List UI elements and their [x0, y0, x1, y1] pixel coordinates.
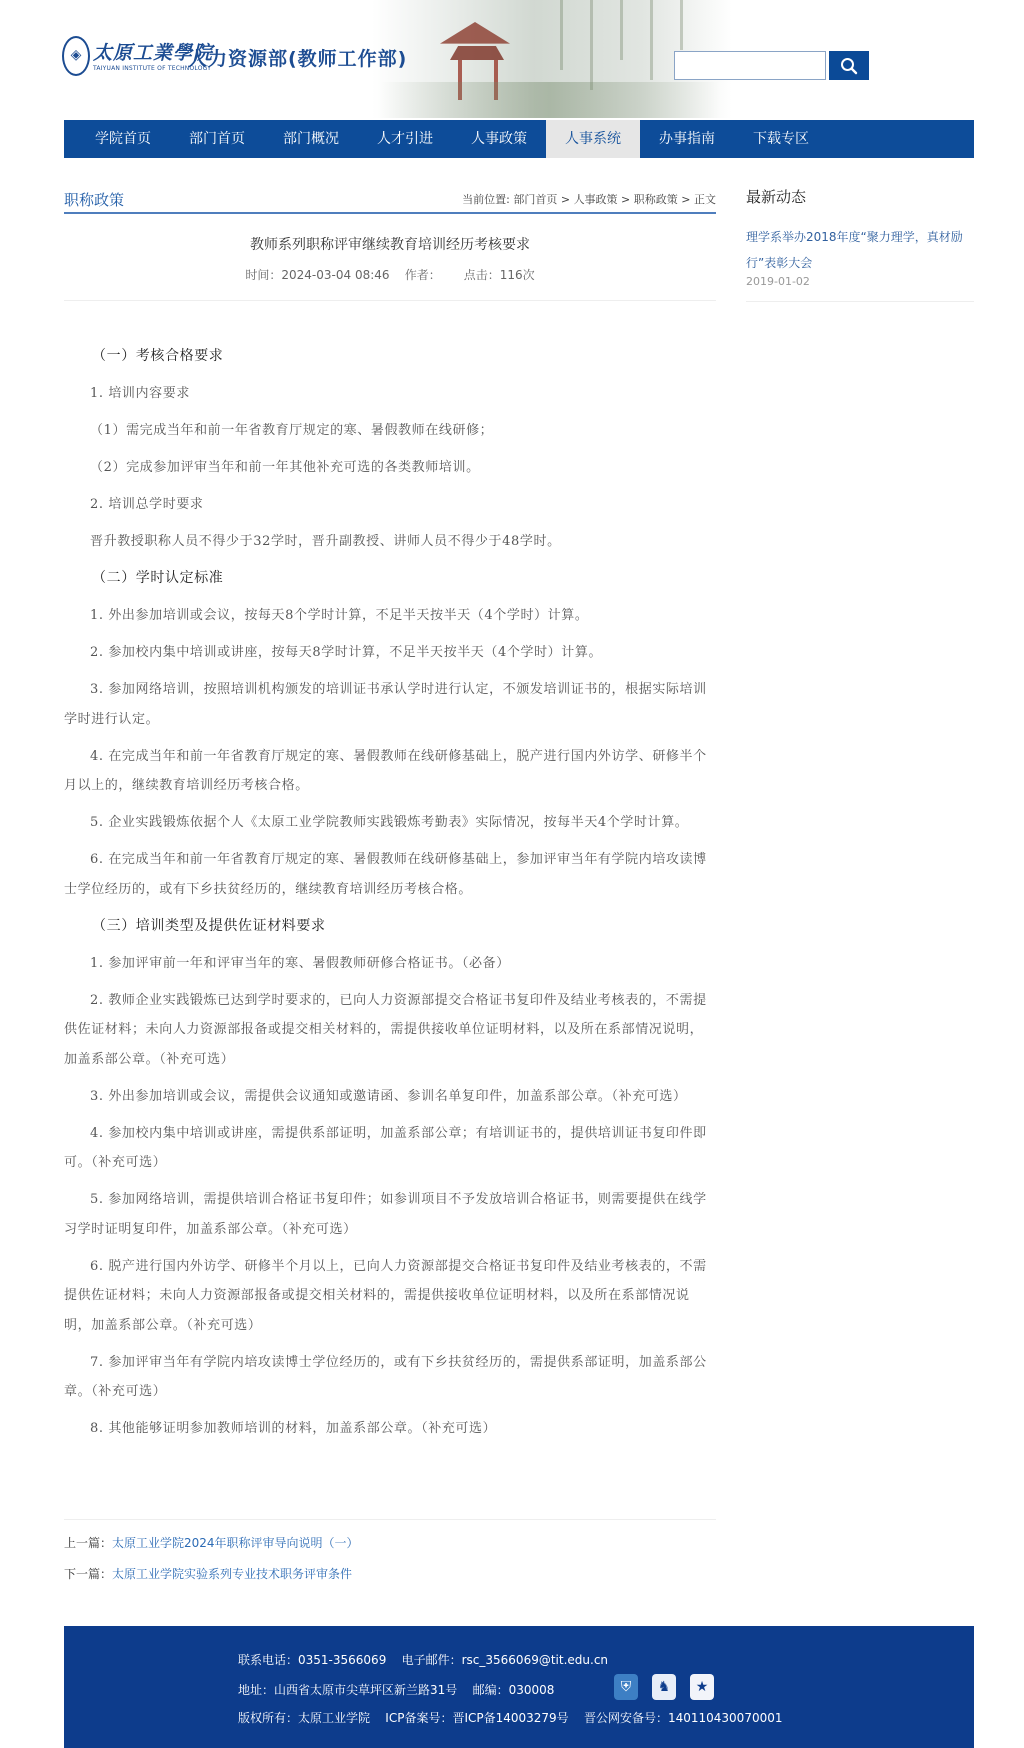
phone-label: 联系电话：: [238, 1653, 299, 1667]
postcode-label: 邮编：: [472, 1683, 509, 1697]
phone-value: 0351-3566069: [298, 1653, 387, 1667]
article-paragraph: 5. 企业实践锻炼依据个人《太原工业学院教师实践锻炼考勤表》实际情况，按每半天4个学时计算。: [90, 815, 689, 830]
school-name-english: TAIYUAN INSTITUTE OF TECHNOLOGY: [93, 65, 212, 72]
nav-item-policy[interactable]: 人事政策: [471, 131, 527, 147]
nav-item-talent[interactable]: 人才引进: [377, 131, 433, 147]
section-divider: [64, 212, 716, 214]
shield-icon[interactable]: ⛨: [614, 1674, 638, 1700]
police-emblem-icon[interactable]: ★: [690, 1674, 714, 1700]
postcode-value: 030008: [508, 1683, 555, 1697]
news-item-link[interactable]: 理学系举办2018年度“聚力理学，真材励行”表彰大会: [746, 230, 963, 270]
article-meta: [64, 266, 716, 283]
department-title[interactable]: 人力资源部(教师工作部): [188, 48, 408, 70]
news-item-date: 2019-01-02: [746, 275, 810, 288]
article-paragraph: 3. 外出参加培训或会议，需提供会议通知或邀请函、参训名单复印件，加盖系部公章。（补充可选）: [90, 1088, 687, 1104]
clicks-label: 点击：: [463, 268, 500, 282]
time-label: 时间：: [245, 268, 282, 282]
breadcrumb: [462, 191, 716, 207]
breadcrumb-current: 正文: [694, 193, 716, 206]
copyright-value: 太原工业学院: [298, 1711, 371, 1725]
email-label: 电子邮件：: [401, 1653, 462, 1667]
pavilion-roof: [450, 46, 504, 60]
nav-item-system[interactable]: 人事系统: [546, 120, 640, 158]
willow-branch: [590, 0, 593, 90]
school-name-logo[interactable]: 太原工業學院: [93, 42, 214, 64]
article-paragraph: 5. 参加网络培训，需提供培训合格证书复印件；如参训项目不予发放培训合格证书，则需要提供在线学习学时证明复印件，加盖系部公章。（补充可选）: [64, 1192, 707, 1237]
willow-branch: [560, 0, 563, 70]
breadcrumb-separator: >: [677, 193, 694, 206]
breadcrumb-separator: >: [617, 193, 634, 206]
police-record-label: 晋公网安备号：: [583, 1711, 668, 1725]
next-article: [64, 1565, 352, 1582]
article-end-divider: [64, 1519, 716, 1520]
section-title: 职称政策: [64, 191, 125, 209]
copyright-label: 版权所有：: [238, 1711, 299, 1725]
latest-news-title: 最新动态: [746, 188, 807, 206]
next-label: 下一篇：: [64, 1567, 113, 1581]
breadcrumb-link-home[interactable]: 部门首页: [513, 193, 558, 206]
previous-label: 上一篇：: [64, 1536, 113, 1550]
article-paragraph: 2. 培训总学时要求: [90, 497, 204, 512]
footer-address: [238, 1681, 554, 1698]
previous-article: [64, 1534, 359, 1551]
article-paragraph: 1. 参加评审前一年和评审当年的寒、暑假教师研修合格证书。（必备）: [90, 955, 510, 971]
article-body: [64, 342, 716, 1451]
email-value[interactable]: rsc_3566069@tit.edu.cn: [461, 1653, 609, 1667]
article-paragraph: 4. 在完成当年和前一年省教育厅规定的寒、暑假教师在线研修基础上，脱产进行国内外访学、研修半个月以上的，继续教育培训经历考核合格。: [64, 748, 707, 793]
article-paragraph: （1）需完成当年和前一年省教育厅规定的寒、暑假教师在线研修；: [90, 423, 494, 438]
publish-time: 2024-03-04 08:46: [281, 268, 390, 282]
breadcrumb-link-title-policy[interactable]: 职称政策: [633, 193, 678, 206]
article-paragraph: 2. 参加校内集中培训或讲座，按每天8学时计算，不足半天按半天（4个学时）计算。: [90, 645, 603, 660]
icp-value[interactable]: 晋ICP备14003279号: [452, 1711, 569, 1725]
willow-branch: [680, 0, 683, 50]
article-paragraph: 4. 参加校内集中培训或讲座，需提供系部证明，加盖系部公章；有培训证书的，提供培训证书复印件即可。（补充可选）: [64, 1125, 707, 1170]
police-record-value[interactable]: 140110430070001: [667, 1711, 783, 1725]
next-article-link[interactable]: 太原工业学院实验系列专业技术职务评审条件: [112, 1567, 353, 1581]
article-section-heading: （一）考核合格要求: [92, 348, 224, 364]
article-paragraph: 1. 外出参加培训或会议，按每天8个学时计算，不足半天按半天（4个学时）计算。: [90, 608, 589, 623]
school-logo-icon[interactable]: ◈: [62, 36, 90, 76]
main-nav: [64, 120, 974, 158]
willow-branch: [650, 0, 653, 80]
footer-contact: [238, 1651, 608, 1668]
magnifier-icon: [839, 56, 859, 76]
article-paragraph: 晋升教授职称人员不得少于32学时，晋升副教授、讲师人员不得少于48学时。: [90, 534, 561, 549]
tree-shadow: [380, 82, 720, 118]
search-button[interactable]: [829, 51, 869, 80]
address-value: 山西省太原市尖草坪区新兰路31号: [274, 1683, 458, 1697]
article-paragraph: 7. 参加评审当年有学院内培攻读博士学位经历的，或有下乡扶贫经历的，需提供系部证明，加盖系部公章。（补充可选）: [64, 1354, 707, 1399]
breadcrumb-prefix: 当前位置:: [462, 193, 514, 206]
police-icon[interactable]: ♞: [652, 1674, 676, 1700]
article-title: 教师系列职称评审继续教育培训经历考核要求: [250, 237, 530, 253]
sidebar-divider: [746, 301, 974, 302]
article-paragraph: 6. 在完成当年和前一年省教育厅规定的寒、暑假教师在线研修基础上，参加评审当年有学院内培攻读博士学位经历的，或有下乡扶贫经历的，继续教育培训经历考核合格。: [64, 852, 707, 897]
address-label: 地址：: [238, 1683, 275, 1697]
article-section-heading: （二）学时认定标准: [92, 570, 224, 586]
nav-item-department-home[interactable]: 部门首页: [189, 131, 245, 147]
icp-label: ICP备案号：: [385, 1711, 453, 1725]
article-paragraph: 8. 其他能够证明参加教师培训的材料，加盖系部公章。（补充可选）: [90, 1421, 497, 1436]
footer-copyright: [238, 1709, 783, 1726]
article-paragraph: 2. 教师企业实践锻炼已达到学时要求的，已向人力资源部提交合格证书复印件及结业考核表的，不需提供佐证材料；未向人力资源部报备或提交相关材料的，需提供接收单位证明材料，以及所在系部情况说明，加盖系部公章。（补充可选）: [64, 992, 707, 1067]
willow-branch: [620, 0, 623, 60]
nav-item-downloads[interactable]: 下载专区: [753, 131, 809, 147]
nav-item-home[interactable]: 学院首页: [95, 131, 151, 147]
search-input[interactable]: [674, 51, 826, 80]
nav-item-overview[interactable]: 部门概况: [283, 131, 339, 147]
author-label: 作者：: [404, 268, 441, 282]
meta-divider: [64, 300, 716, 301]
article-paragraph: 6. 脱产进行国内外访学、研修半个月以上，已向人力资源部提交合格证书复印件及结业考核表的，不需提供佐证材料；未向人力资源部报备或提交相关材料的，需提供接收单位证明材料，以及所在系部情况说明，加盖系部公章。（补充可选）: [64, 1258, 707, 1333]
article-section-heading: （三）培训类型及提供佐证材料要求: [92, 917, 326, 934]
click-count: 116次: [499, 268, 535, 282]
nav-item-guide[interactable]: 办事指南: [659, 131, 715, 147]
breadcrumb-link-policy[interactable]: 人事政策: [573, 193, 618, 206]
breadcrumb-separator: >: [557, 193, 574, 206]
article-paragraph: 3. 参加网络培训，按照培训机构颁发的培训证书承认学时进行认定，不颁发培训证书的，根据实际培训学时进行认定。: [64, 682, 707, 727]
article-paragraph: （2）完成参加评审当年和前一年其他补充可选的各类教师培训。: [90, 460, 480, 475]
previous-article-link[interactable]: 太原工业学院2024年职称评审导向说明（一）: [112, 1536, 359, 1550]
article-paragraph: 1. 培训内容要求: [90, 386, 190, 401]
